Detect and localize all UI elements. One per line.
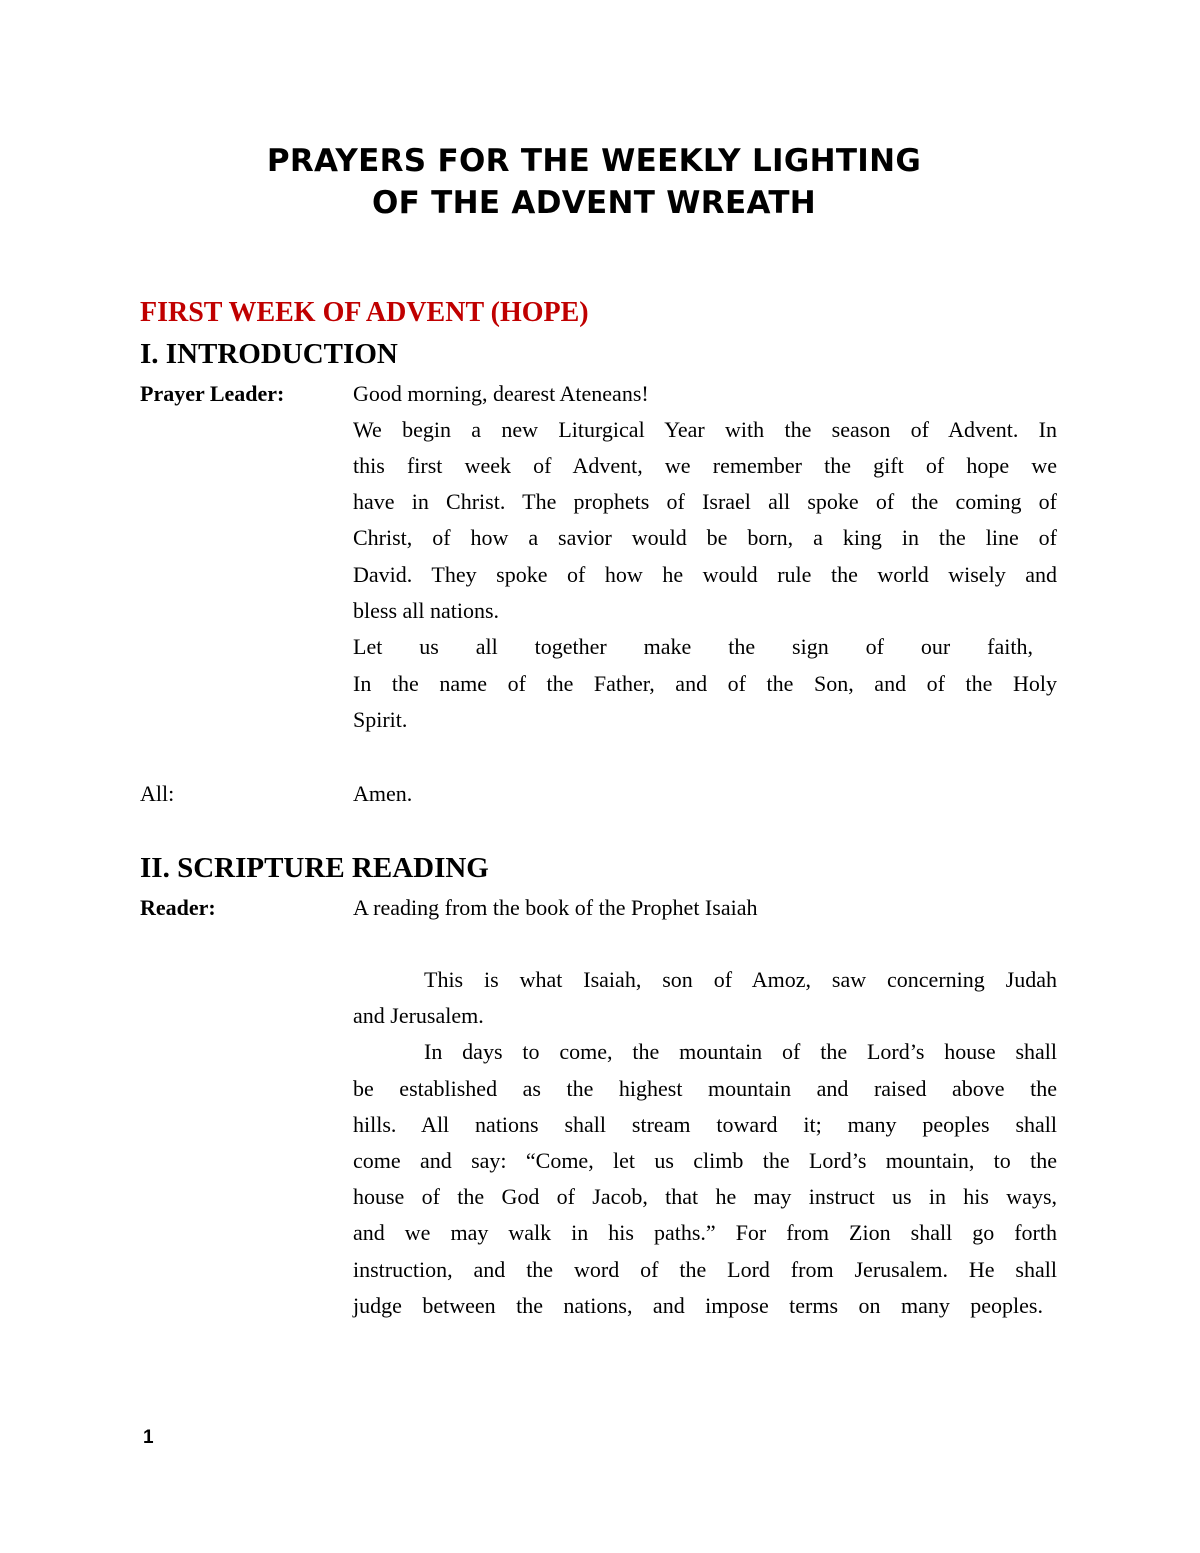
introduction-heading: I. INTRODUCTION (140, 338, 398, 370)
reading-line: instruction, and the word of the Lord from Jerusalem. He shall (353, 1257, 1057, 1282)
reading-line: come and say: “Come, let us climb the Lord’s mountain, to the (353, 1148, 1057, 1173)
reading-line: In days to come, the mountain of the Lord’s house shall (424, 1039, 1057, 1064)
document-title-line-1: PRAYERS FOR THE WEEKLY LIGHTING (266, 143, 922, 179)
prayer-leader-label: Prayer Leader: (140, 381, 285, 406)
reader-label: Reader: (140, 895, 216, 920)
all-response: Amen. (353, 781, 413, 806)
reading-line: hills. All nations shall stream toward it; many peoples shall (353, 1112, 1057, 1137)
leader-line: In the name of the Father, and of the Son, and of the Holy (353, 671, 1057, 696)
all-label: All: (140, 781, 175, 806)
page-number: 1 (143, 1427, 154, 1448)
reading-line: judge between the nations, and impose terms on many peoples. (353, 1293, 1043, 1318)
leader-line: Let us all together make the sign of our faith, (353, 634, 1033, 659)
leader-line: this first week of Advent, we remember the gift of hope we (353, 453, 1057, 478)
reading-line: This is what Isaiah, son of Amoz, saw concerning Judah (424, 967, 1057, 992)
document-title-line-2: OF THE ADVENT WREATH (371, 185, 817, 221)
leader-line: bless all nations. (353, 598, 500, 623)
leader-line: Spirit. (353, 707, 408, 732)
reading-line: and Jerusalem. (353, 1003, 484, 1028)
reading-line: be established as the highest mountain and raised above the (353, 1076, 1057, 1101)
reading-line: and we may walk in his paths.” For from Zion shall go forth (353, 1220, 1057, 1245)
leader-line: have in Christ. The prophets of Israel all spoke of the coming of (353, 489, 1057, 514)
leader-line: Christ, of how a savior would be born, a king in the line of (353, 525, 1057, 550)
reading-line: house of the God of Jacob, that he may instruct us in his ways, (353, 1184, 1057, 1209)
leader-line: David. They spoke of how he would rule the world wisely and (353, 562, 1057, 587)
reading-announcement: A reading from the book of the Prophet Isaiah (353, 895, 758, 920)
leader-line: We begin a new Liturgical Year with the season of Advent. In (353, 417, 1057, 442)
week-heading: FIRST WEEK OF ADVENT (HOPE) (140, 297, 589, 328)
scripture-heading: II. SCRIPTURE READING (140, 852, 489, 884)
leader-line: Good morning, dearest Ateneans! (353, 381, 649, 406)
